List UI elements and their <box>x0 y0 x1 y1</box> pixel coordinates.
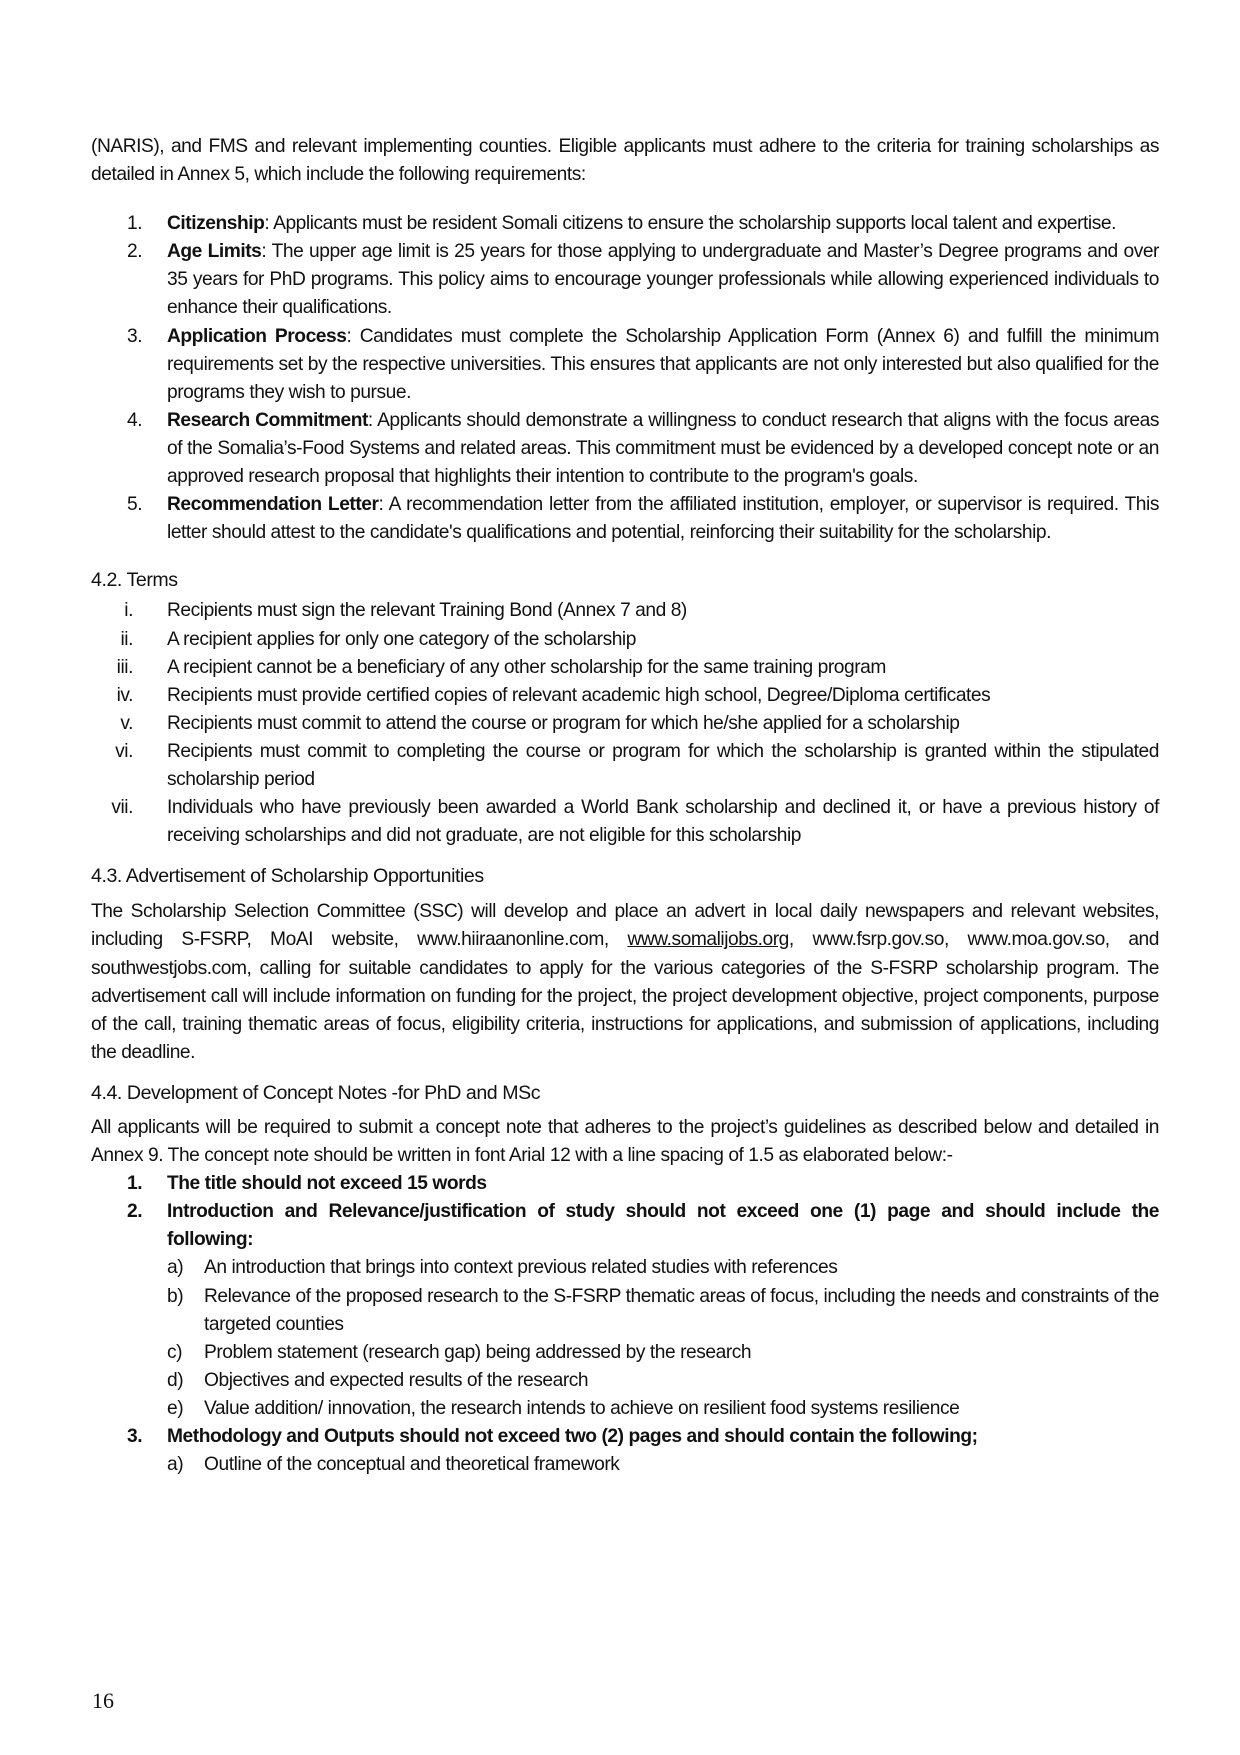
concept-note-item <box>91 1198 1159 1423</box>
list-marker: 4. <box>127 409 143 431</box>
requirement-item <box>91 491 1159 547</box>
concept-note-subitem <box>91 1395 1159 1423</box>
concept-note-subitem <box>91 1451 1159 1479</box>
requirement-item <box>91 407 1159 491</box>
concept-note-subitem <box>91 1339 1159 1367</box>
subitem-text: Problem statement (research gap) being addressed by the research <box>204 1341 752 1363</box>
term-text: Recipients must provide certified copies of relevant academic high school, Degree/Diploma certificates <box>167 684 991 706</box>
subitem-text: Outline of the conceptual and theoretical framework <box>204 1454 620 1476</box>
term-text: Recipients must sign the relevant Training Bond (Annex 7 and 8) <box>167 600 687 622</box>
subitem-text: Relevance of the proposed research to the S-FSRP thematic areas of focus, including the needs and constraints of the targeted counties <box>204 1285 1159 1335</box>
requirement-text: : The upper age limit is 25 years for those applying to undergraduate and Master’s Degree programs and over 35 years for PhD programs. This policy aims to encourage younger professionals while allowing experienced individuals to enhance their qualifications. <box>167 241 1159 319</box>
subitem-text: Objectives and expected results of the research <box>204 1369 589 1391</box>
term-item <box>91 710 1159 738</box>
list-marker: iv. <box>116 684 133 706</box>
list-marker: c) <box>167 1341 183 1363</box>
term-item <box>91 682 1159 710</box>
list-marker: i. <box>124 600 133 622</box>
requirement-title: Age Limits <box>167 241 262 263</box>
section-heading-concept-notes: 4.4. Development of Concept Notes -for PhD and MSc <box>91 1081 541 1104</box>
concept-note-item <box>91 1423 1159 1479</box>
subitem-text: Value addition/ innovation, the research intends to achieve on resilient food systems resilience <box>204 1397 960 1419</box>
concept-note-text: The title should not exceed 15 words <box>167 1173 487 1195</box>
concept-note-sublist <box>91 1254 1159 1423</box>
concept-note-subitem <box>91 1367 1159 1395</box>
page-number: 16 <box>92 1688 114 1713</box>
list-marker: 2. <box>127 241 143 263</box>
advertisement-text-continued: , www.fsrp.gov.so, www.moa.gov.so, and southwestjobs.com, calling for suitable candidates to apply for the various categories of the S-FSRP scholarship program. The advertisement call will include information on funding for the project, the project development objective, project components, purpose of the call, training thematic areas of focus, eligibility criteria, instructions for applications, and submission of applications, including the deadline. <box>91 929 1159 1063</box>
concept-note-text: Methodology and Outputs should not exceed two (2) pages and should contain the following; <box>167 1426 978 1448</box>
list-marker: v. <box>120 712 133 734</box>
terms-list <box>91 597 1159 850</box>
intro-paragraph: (NARIS), and FMS and relevant implementing counties. Eligible applicants must adhere to the criteria for training scholarships as detailed in Annex 5, which include the following requirements: <box>91 136 1159 186</box>
list-marker: 3. <box>127 325 143 347</box>
list-marker: b) <box>167 1285 184 1307</box>
list-marker: 5. <box>127 494 143 516</box>
concept-note-subitem <box>91 1254 1159 1282</box>
list-marker: 1. <box>127 1173 143 1195</box>
concept-note-sublist <box>91 1451 1159 1479</box>
advertisement-paragraph <box>91 898 1159 1067</box>
advertisement-text: The Scholarship Selection Committee (SSC) will develop and place an advert in local daily newspapers and relevant websites, including S-FSRP, MoAI website, www.hiiraanonline.com, <box>91 901 1159 951</box>
requirement-title: Application Process <box>167 325 347 347</box>
term-item <box>91 654 1159 682</box>
requirement-title: Citizenship <box>167 213 265 235</box>
term-text: Individuals who have previously been awarded a World Bank scholarship and declined it, or have a previous history of receiving scholarships and did not graduate, are not eligible for this scholarship <box>167 797 1159 847</box>
requirements-list <box>91 210 1159 547</box>
requirement-item <box>91 323 1159 407</box>
list-marker: 3. <box>127 1426 143 1448</box>
term-item <box>91 794 1159 850</box>
concept-notes-intro: All applicants will be required to submit a concept note that adheres to the project’s guidelines as described below and detailed in Annex 9. The concept note should be written in font Arial 12 with a line spacing of 1.5 as elaborated below:- <box>91 1117 1159 1167</box>
list-marker: ii. <box>120 628 133 650</box>
subitem-text: An introduction that brings into context previous related studies with references <box>204 1257 838 1279</box>
list-marker: 2. <box>127 1201 143 1223</box>
concept-note-subitem <box>91 1283 1159 1339</box>
requirement-title: Recommendation Letter <box>167 494 379 516</box>
concept-note-item <box>91 1170 1159 1198</box>
list-marker: d) <box>167 1369 184 1391</box>
list-marker: a) <box>167 1257 184 1279</box>
section-heading-terms: 4.2. Terms <box>91 569 178 592</box>
section-heading-advertisement: 4.3. Advertisement of Scholarship Opportunities <box>91 865 484 888</box>
term-text: A recipient applies for only one category of the scholarship <box>167 628 636 650</box>
term-text: Recipients must commit to attend the course or program for which he/she applied for a scholarship <box>167 712 960 734</box>
somalijobs-link[interactable]: www.somalijobs.org <box>627 929 789 951</box>
concept-note-text: Introduction and Relevance/justification of study should not exceed one (1) page and should include the following: <box>167 1201 1159 1251</box>
concept-notes-list <box>91 1170 1159 1479</box>
term-text: Recipients must commit to completing the course or program for which the scholarship is granted within the stipulated scholarship period <box>167 740 1159 790</box>
list-marker: 1. <box>127 213 143 235</box>
list-marker: vi. <box>115 740 133 762</box>
requirement-item <box>91 210 1159 238</box>
list-marker: e) <box>167 1397 184 1419</box>
document-page <box>91 133 1159 1479</box>
requirement-title: Research Commitment <box>167 409 368 431</box>
requirement-text: : A recommendation letter from the affiliated institution, employer, or supervisor is required. This letter should attest to the candidate's qualifications and potential, reinforcing their suitability for the scholarship. <box>167 494 1159 544</box>
requirement-text: : Candidates must complete the Scholarship Application Form (Annex 6) and fulfill the minimum requirements set by the respective universities. This ensures that applicants are not only interested but also qualified for the programs they wish to pursue. <box>167 325 1159 403</box>
requirement-text: : Applicants should demonstrate a willingness to conduct research that aligns with the focus areas of the Somalia’s-Food Systems and related areas. This commitment must be evidenced by a developed concept note or an approved research proposal that highlights their intention to contribute to the program's goals. <box>167 409 1159 488</box>
term-item <box>91 738 1159 794</box>
requirement-item <box>91 238 1159 322</box>
list-marker: a) <box>167 1454 184 1476</box>
list-marker: iii. <box>116 656 133 678</box>
requirement-text: : Applicants must be resident Somali citizens to ensure the scholarship supports local talent and expertise. <box>264 213 1116 235</box>
list-marker: vii. <box>111 797 133 819</box>
term-item <box>91 626 1159 654</box>
term-text: A recipient cannot be a beneficiary of any other scholarship for the same training program <box>167 656 886 678</box>
term-item <box>91 597 1159 625</box>
